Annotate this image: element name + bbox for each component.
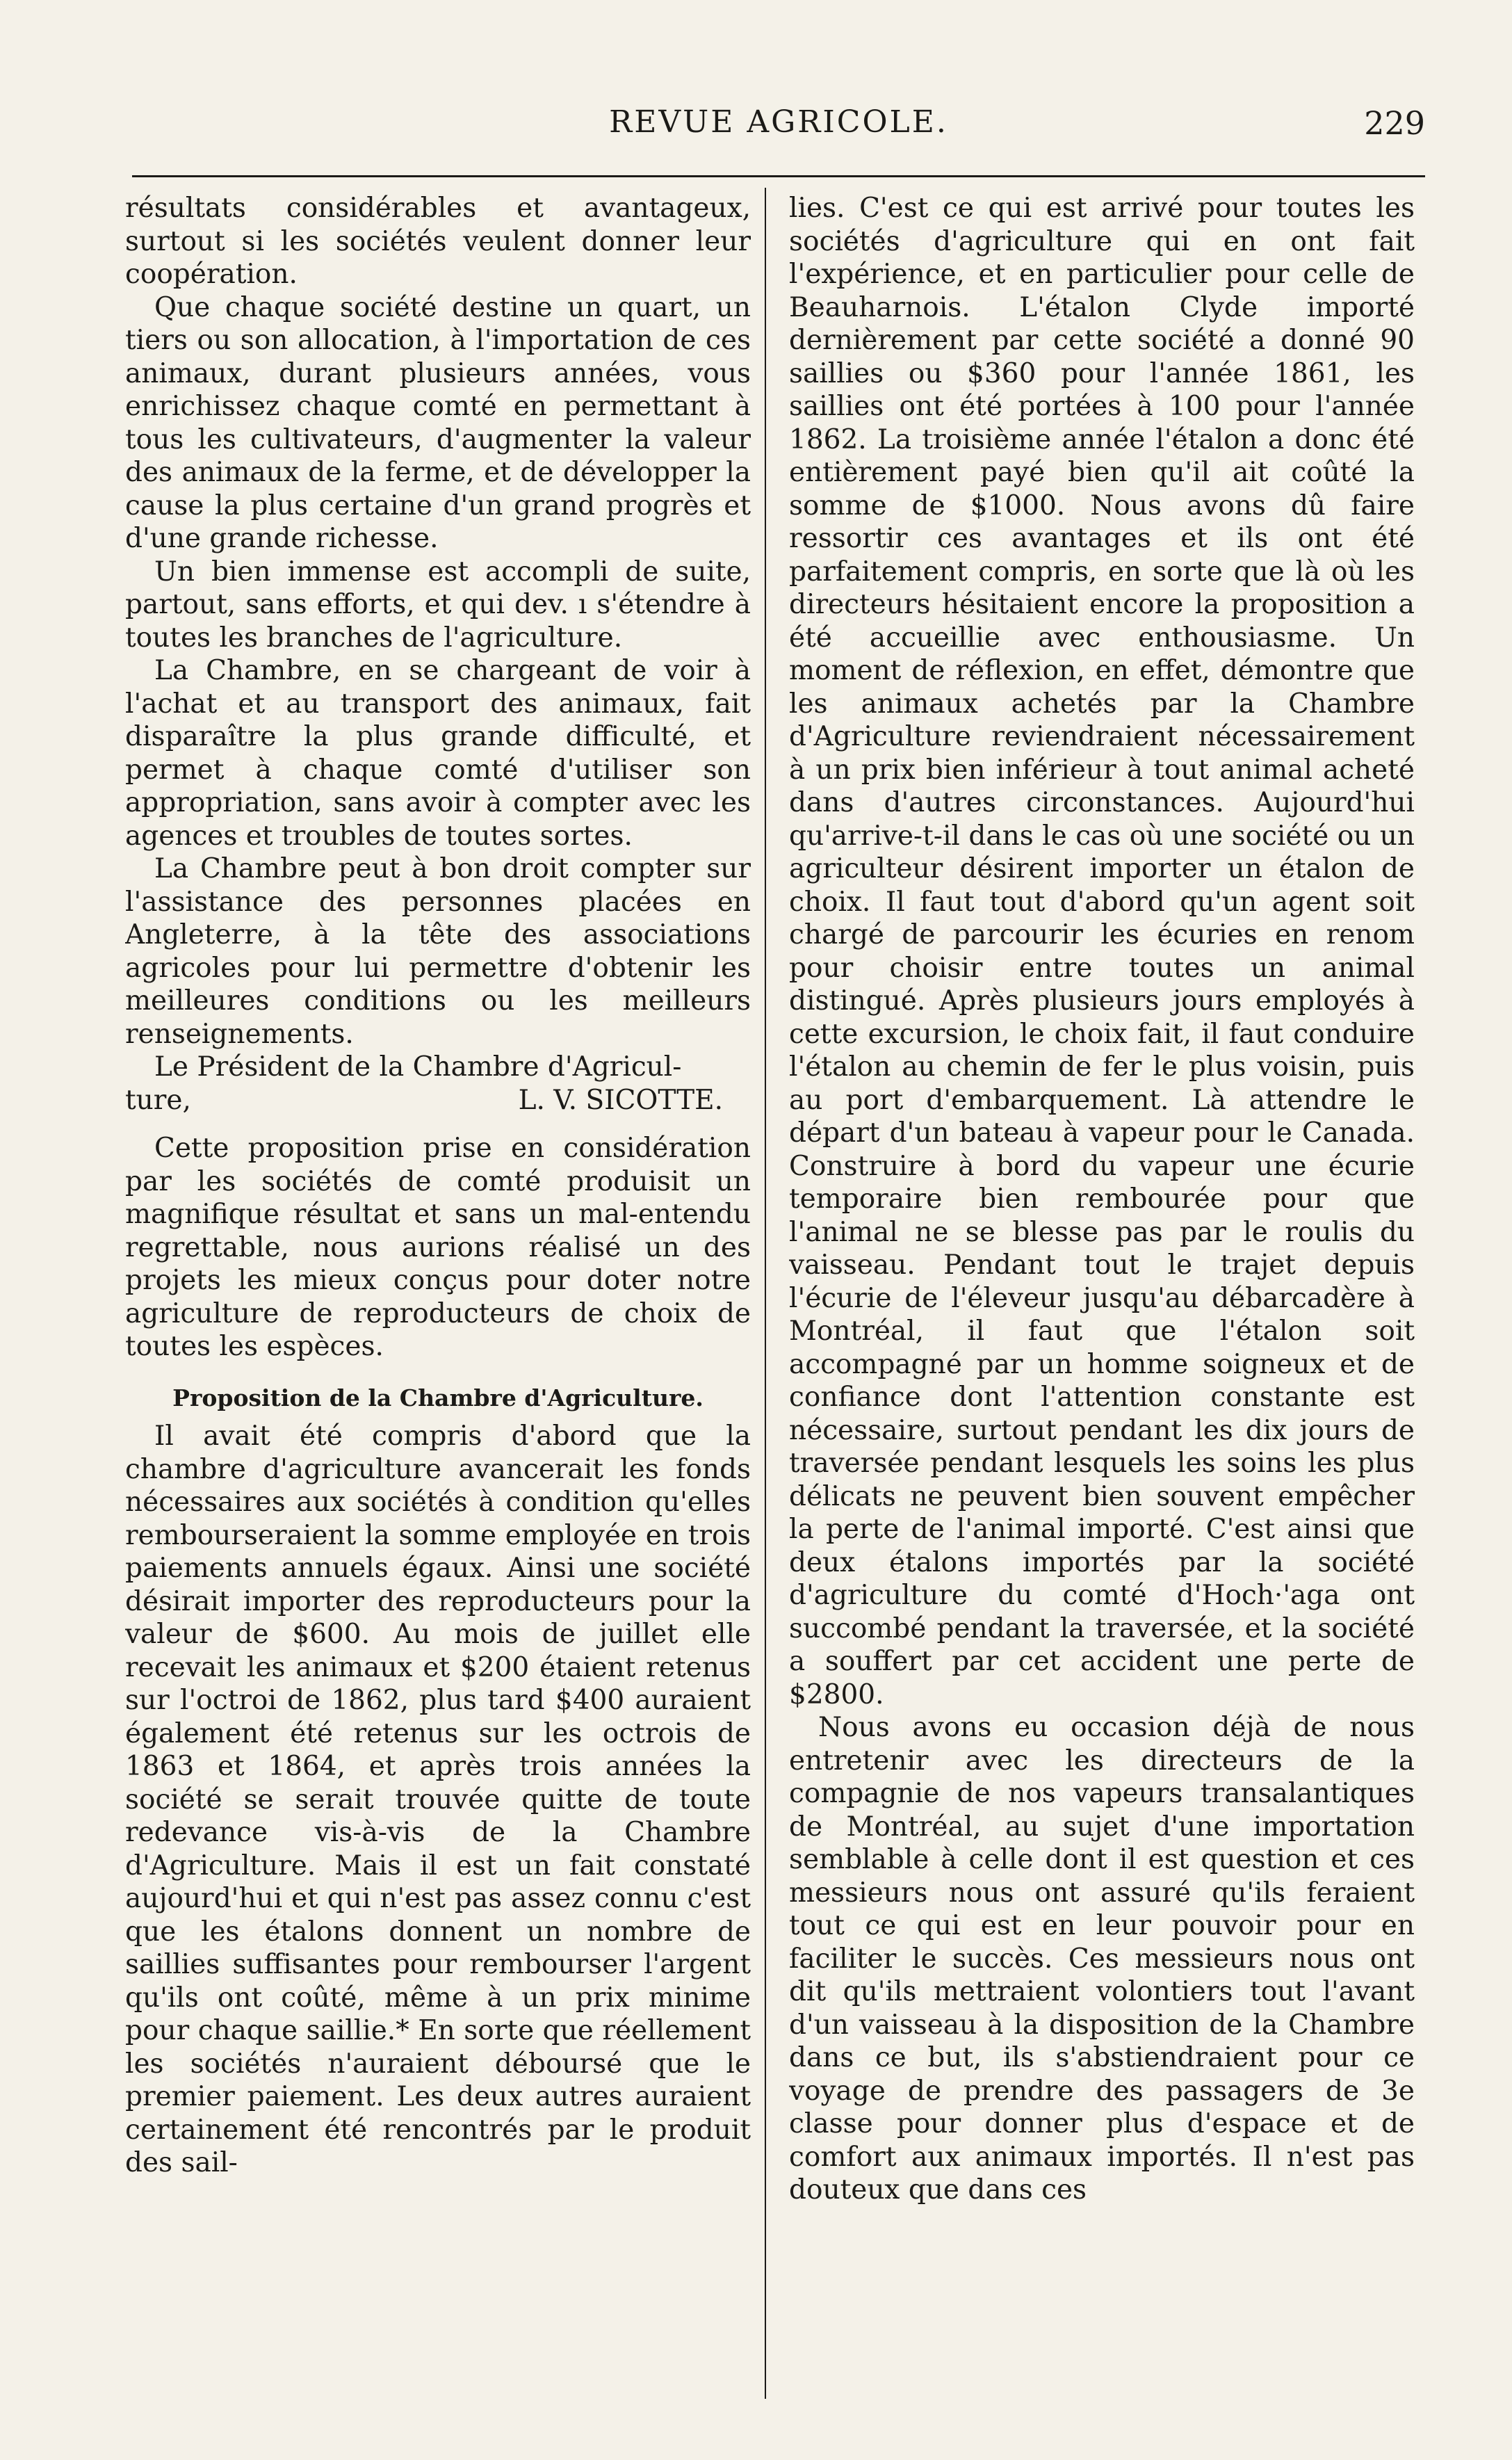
paragraph: Nous avons eu occasion déjà de nous entretenir avec les directeurs de la compagnie de nos vapeurs transalantiques de Montréal, au sujet d'une importation semblable à celle dont il est question et ces messieurs nous ont assuré qu'ils feraient tout ce qui est en leur pouvoir pour en faciliter le succès. Ces messieurs nous ont dit qu'ils mettraient volontiers tout l'avant d'un vaisseau à la disposition de la Chambre dans ce but, ils s'abstiendraient pour ce voyage de prendre des passagers de 3e classe pour donner plus d'espace et de comfort aux animaux importés. Il n'est pas douteux que dans ces — [789, 1712, 1415, 2206]
paragraph: résultats considérables et avantageux, surtout si les sociétés veulent donner leur coopération. — [125, 193, 751, 290]
column-divider — [765, 188, 766, 2399]
signatory-name: L. V. SICOTTE. — [518, 1084, 723, 1116]
paragraph: Que chaque société destine un quart, un tiers ou son allocation, à l'importation de ces animaux, durant plusieurs années, vous enrichissez chaque comté en permettant à tous les cultivateurs, d'augmenter la valeur des animaux de la ferme, et de développer la cause la plus certaine d'un grand progrès et d'une grande richesse. — [125, 291, 751, 554]
signature-prefix: ture, — [125, 1084, 191, 1116]
right-column — [789, 192, 1415, 2417]
running-head — [132, 104, 1425, 153]
paragraph: Cette proposition prise en considération par les sociétés de comté produisit un magnifique résultat et sans un mal-entendu regrettable, nous aurions réalisé un des projets les mieux conçus pour doter notre agriculture de reproducteurs de choix de toutes les espèces. — [125, 1133, 751, 1362]
journal-title: REVUE AGRICOLE. — [609, 104, 948, 140]
signature — [125, 1084, 751, 1117]
header-rule — [132, 175, 1425, 177]
section-heading: Proposition de la Chambre d'Agriculture. — [172, 1384, 704, 1411]
signature-line: Le Président de la Chambre d'Agricul- — [154, 1051, 682, 1083]
paragraph: La Chambre, en se chargeant de voir à l'achat et au transport des animaux, fait disparaître la plus grande difficulté, et permet à chaque comté d'utiliser son appropriation, sans avoir à compter avec les agences et troubles de toutes sortes. — [125, 655, 751, 852]
paragraph: La Chambre peut à bon droit compter sur l'assistance des personnes placées en Angleterre, à la tête des associations agricoles pour lui permettre d'obtenir les meilleures conditions ou les meilleurs renseignements. — [125, 853, 751, 1050]
page-number: 229 — [1364, 104, 1425, 142]
left-column — [125, 192, 751, 2417]
paragraph: Il avait été compris d'abord que la chambre d'agriculture avancerait les fonds nécessaires aux sociétés à condition qu'elles rembourseraient la somme employée en trois paiements annuels égaux. Ainsi une société désirait importer des reproducteurs pour la valeur de $600. Au mois de juillet elle recevait les animaux et $200 étaient retenus sur l'octroi de 1862, plus tard $400 auraient également été retenus sur les octrois de 1863 et 1864, et après trois années la société se serait trouvée quitte de toute redevance vis-à-vis de la Chambre d'Agriculture. Mais il est un fait constaté aujourd'hui et qui n'est pas assez connu c'est que les étalons donnent un nombre de saillies suffisantes pour rembourser l'argent qu'ils ont coûté, même à un prix minime pour chaque saillie.* En sorte que réellement les sociétés n'auraient déboursé que le premier paiement. Les deux autres auraient certainement été rencontrés par le produit des sail- — [125, 1421, 751, 2178]
paragraph: Un bien immense est accompli de suite, partout, sans efforts, et qui dev. ı s'étendre à toutes les branches de l'agriculture. — [125, 556, 751, 654]
paragraph: lies. C'est ce qui est arrivé pour toutes les sociétés d'agriculture qui en ont fait l'expérience, et en particulier pour celle de Beauharnois. L'étalon Clyde importé dernièrement par cette société a donné 90 saillies ou $360 pour l'année 1861, les saillies ont été portées à 100 pour l'année 1862. La troisième année l'étalon a donc été entièrement payé bien qu'il ait coûté la somme de $1000. Nous avons dû faire ressortir ces avantages et ils ont été parfaitement compris, en sorte que là où les directeurs hésitaient encore la proposition a été accueillie avec enthousiasme. Un moment de réflexion, en effet, démontre que les animaux achetés par la Chambre d'Agriculture reviendraient nécessairement à un prix bien inférieur à tout animal acheté dans d'autres circonstances. Aujourd'hui qu'arrive-t-il dans le cas où une société ou un agriculteur désirent importer un étalon de choix. Il faut tout d'abord qu'un agent soit chargé de parcourir les écuries en renom pour choisir entre toutes un animal distingué. Après plusieurs jours employés à cette excursion, le choix fait, il faut conduire l'étalon au chemin de fer le plus voisin, puis au port d'embarquement. Là attendre le départ d'un bateau à vapeur pour le Canada. Construire à bord du vapeur une écurie temporaire bien rembourée pour que l'animal ne se blesse pas par le roulis du vaisseau. Pendant tout le trajet depuis l'écurie de l'éleveur jusqu'au débarcadère à Montréal, il faut que l'étalon soit accompagné par un homme soigneux et de confiance dont l'attention constante est nécessaire, surtout pendant les dix jours de traversée pendant lesquels les soins les plus délicats ne peuvent bien souvent empêcher la perte de l'animal importé. C'est ainsi que deux étalons importés par la société d'agriculture du comté d'Hoch·'aga ont succombé pendant la traversée, et la société a souffert par cet accident une perte de $2800. — [789, 193, 1415, 1710]
